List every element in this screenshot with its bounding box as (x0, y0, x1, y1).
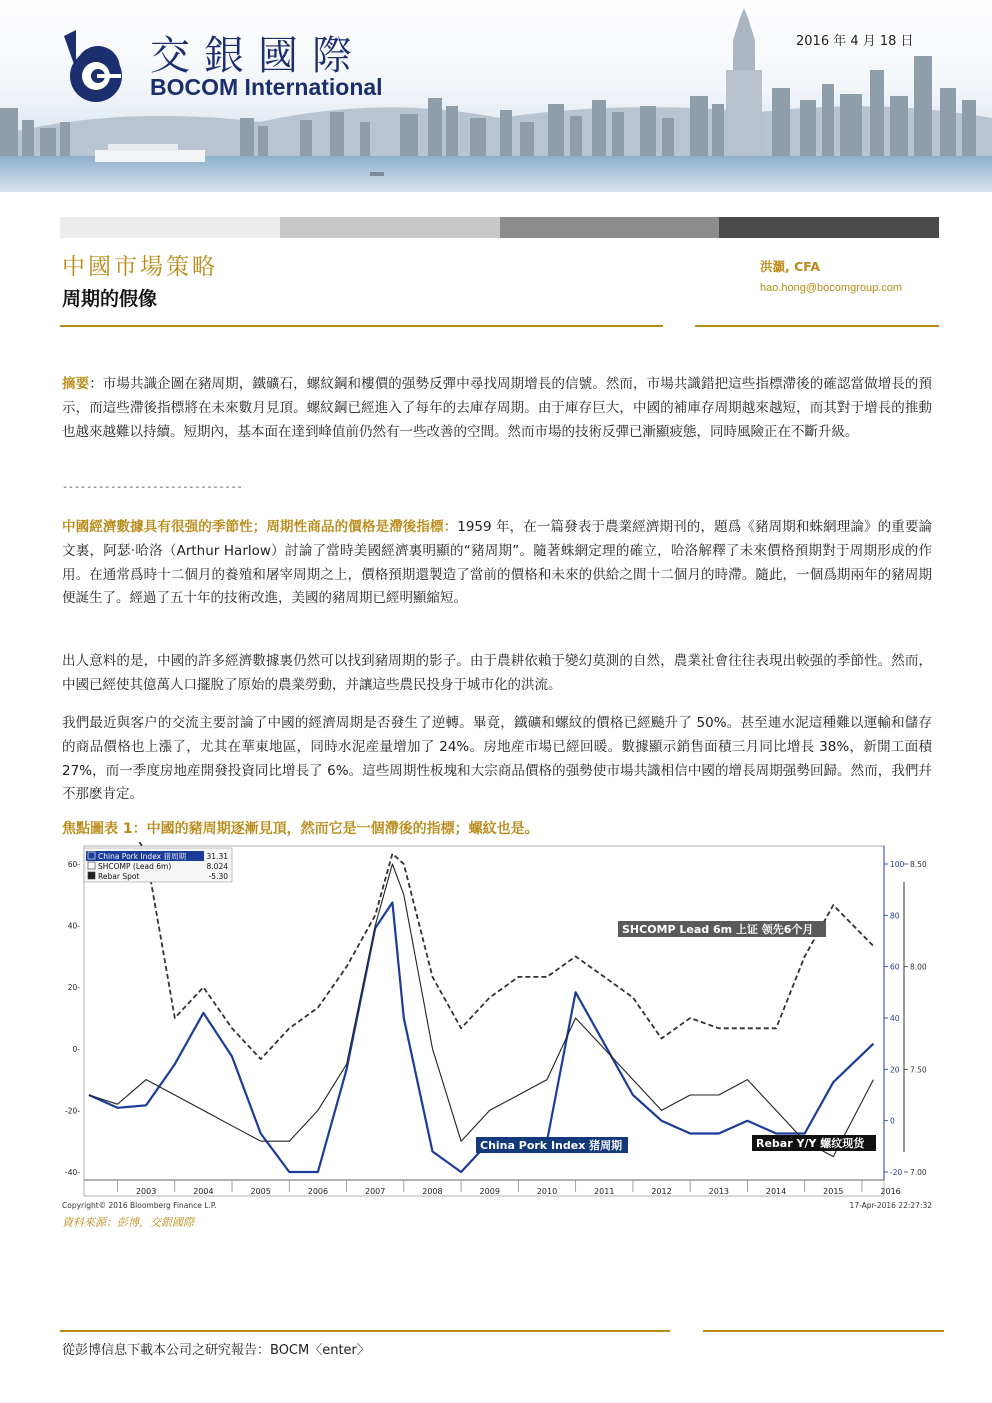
divider-bar-mid-dark (500, 217, 720, 238)
y-right2-tick-label: 8.50 (910, 860, 927, 869)
report-title: 周期的假像 (62, 288, 158, 310)
x-tick-label: 2011 (594, 1187, 615, 1196)
header-banner (0, 0, 992, 192)
section-divider-bars (60, 217, 939, 238)
divider-bar-mid-light (280, 217, 500, 238)
section-title: 中國市場策略 (62, 254, 218, 280)
y-right2-tick-label: 8.00 (910, 962, 927, 972)
y-right2-tick-label: 7.50 (910, 1065, 927, 1075)
separator-dashes: ------------------------------ (62, 482, 243, 493)
title-rule-left (60, 325, 663, 327)
legend-swatch (88, 872, 95, 879)
y-left-tick-label: 20- (67, 983, 80, 993)
body-paragraph-3 (62, 712, 932, 807)
chart-caption: 焦點圖表 1：中國的豬周期逐漸見頂，然而它是一個滯後的指標；螺紋也是。 (62, 821, 539, 837)
logo-english-name: BOCOM International (150, 74, 383, 100)
x-tick-label: 2014 (765, 1187, 787, 1196)
x-tick-label: 2006 (307, 1187, 329, 1196)
body-paragraph-3-text: 我們最近與客户的交流主要討論了中國的經濟周期是否發生了逆轉。畢竟，鐵礦和螺紋的價格已經飈升了 50%。甚至連水泥這種難以運輸和儲存的商品價格也上漲了，尤其在華東地區，同時水泥産量增加了 24%。房地産市場已經回暖。數據顯示銷售面積三月同比增長 38%，新開工面積 27%，而一季度房地産開發投資同比增長了 6%。這些周期性板塊和大宗商品價格的强勢使市場共識相信中國的增長周期强勢回歸。然而，我們幷不那麽肯定。 (62, 715, 932, 803)
legend-entry-value: 8.024 (206, 862, 228, 871)
pork-cycle-chart (62, 842, 936, 1212)
y-right-tick-label: 80 (890, 911, 900, 921)
y-left-tick-label: 40- (67, 921, 80, 931)
y-left-tick-label: -20- (65, 1106, 80, 1116)
x-tick-label: 2008 (422, 1187, 443, 1196)
bocom-logo (56, 26, 136, 106)
y-right-tick-label: 20 (890, 1065, 900, 1075)
y-right-tick-label: 40 (890, 1014, 900, 1023)
y-right-tick-label: 100 (890, 860, 905, 869)
x-tick-label: 2012 (651, 1187, 672, 1196)
x-tick-label: 2013 (708, 1187, 729, 1196)
chart-svg (62, 842, 936, 1212)
analyst-name: 洪灝, CFA (760, 259, 821, 274)
y-left-tick-label: -40- (65, 1168, 80, 1177)
footer-rule-right (703, 1330, 944, 1332)
body-paragraph-1 (62, 516, 932, 611)
legend-swatch (88, 862, 95, 869)
chart-legend (84, 848, 232, 882)
y-right-tick-label: -20 (890, 1168, 903, 1177)
y-right-tick-label: 60 (890, 962, 900, 972)
y-left-tick-label: 60- (67, 860, 80, 869)
chart-copyright: Copyright© 2016 Bloomberg Finance L.P. (62, 1201, 217, 1210)
title-rule-right (695, 325, 939, 327)
legend-entry-label: China Pork Index 猪周期 (98, 852, 186, 861)
summary-label: 摘要 (62, 376, 90, 392)
pork-annotation: China Pork Index 猪周期 (480, 1139, 623, 1152)
analyst-email[interactable]: hao.hong@bocomgroup.com (760, 282, 903, 294)
body-paragraph-2 (62, 650, 932, 698)
x-tick-label: 2005 (250, 1187, 271, 1196)
legend-swatch (88, 852, 95, 859)
legend-entry-label: SHCOMP (Lead 6m) (98, 862, 172, 871)
shcomp-annotation: SHCOMP Lead 6m 上证 领先6个月 (622, 923, 814, 936)
summary-paragraph (62, 373, 932, 444)
divider-bar-dark (719, 217, 939, 238)
x-tick-label: 2007 (365, 1187, 386, 1196)
y-left-tick-label: 0- (72, 1044, 80, 1054)
body-paragraph-1-text: 1959 年，在一篇發表于農業經濟期刊的，題爲《豬周期和蛛網理論》的重要論文裏，阿瑟·哈洛（Arthur Harlow）討論了當時美國經濟裏明顯的“豬周期”。隨著蛛網定理的確立，哈洛解釋了未來價格預期對于周期形成的作用。在通常爲時十二個月的養殖和屠宰周期之上，價格預期還製造了當前的價格和未來的供給之間十二個月的時滯。隨此，一個爲期兩年的豬周期便誕生了。經過了五十年的技術改進，美國的豬周期已經明顯縮短。 (62, 519, 932, 607)
x-tick-label: 2009 (479, 1187, 500, 1196)
x-tick-label: 2016 (880, 1187, 901, 1196)
legend-entry-value: 31.31 (206, 852, 228, 861)
chart-timestamp: 17-Apr-2016 22:27:32 (849, 1201, 932, 1210)
footer-rule-left (60, 1330, 670, 1332)
legend-entry-value: -5.30 (208, 872, 228, 881)
footer-text: 從彭博信息下載本公司之研究報告：BOCM〈enter〉 (62, 1343, 370, 1358)
x-tick-label: 2004 (193, 1187, 214, 1196)
body-paragraph-1-lead: 中國經濟數據具有很强的季節性；周期性商品的價格是滯後指標： (62, 519, 458, 535)
x-tick-label: 2003 (135, 1187, 157, 1196)
rebar-annotation: Rebar Y/Y 螺纹现货 (756, 1137, 865, 1150)
x-tick-label: 2015 (823, 1187, 844, 1196)
logo-chinese-name: 交銀國際 (150, 33, 366, 79)
y-right2-tick-label: 7.00 (910, 1168, 927, 1177)
report-date: 2016 年 4 月 18 日 (796, 34, 914, 49)
body-paragraph-2-text: 出人意料的是，中國的許多經濟數據裏仍然可以找到豬周期的影子。由于農耕依賴于變幻莫測的自然，農業社會往往表現出較强的季節性。然而，中國已經使其億萬人口擺脫了原始的農業勞動，并讓這些農民投身于城市化的洪流。 (62, 653, 932, 693)
legend-entry-label: Rebar Spot (98, 872, 140, 881)
summary-text: ：市場共識企圖在豬周期，鐵礦石，螺紋鋼和樓價的强勢反彈中尋找周期增長的信號。然而，市場共識錯把這些指標滯後的確認當做增長的預示，而這些滯後指標將在未來數月見頂。螺紋鋼已經進入了每年的去庫存周期。由于庫存巨大，中國的補庫存周期越來越短，而其對于增長的推動也越來越難以持續。短期內，基本面在達到峰值前仍然有一些改善的空間。然而市場的技術反彈已漸顯疲態，同時風險正在不斷升級。 (62, 376, 933, 440)
x-tick-label: 2010 (536, 1187, 558, 1196)
divider-bar-light (60, 217, 280, 238)
chart-source: 資料來源：彭博，交銀國際 (62, 1216, 194, 1229)
skyline-image (0, 0, 992, 192)
y-right-tick-label: 0 (890, 1116, 895, 1126)
